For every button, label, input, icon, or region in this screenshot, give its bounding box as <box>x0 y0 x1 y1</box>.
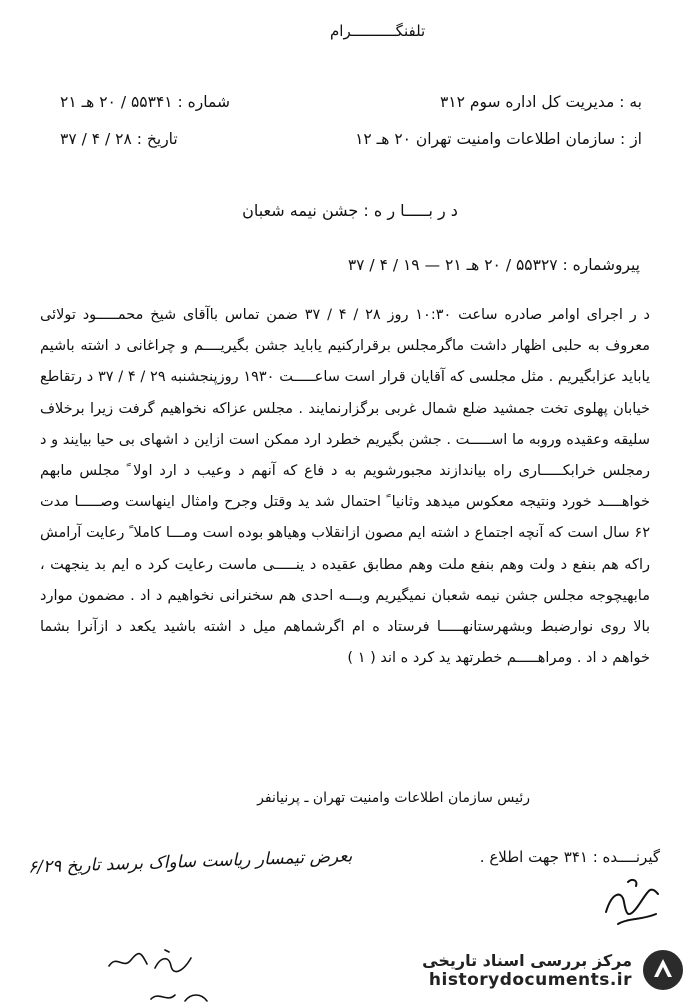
letter-body <box>40 300 650 674</box>
body-paragraph: د ر اجرای اوامر صادره ساعت ۱۰:۳۰ روز ۲۸ / ۴ / ۳۷ ضمن تماس باآقای شیخ محمـــــود تولائی معروف به حلبی اظهار داشت ماگرمجلس برقرارکنیم یاباید جشن بگیریــــم و چراغانی د اشته باشیم یاباید عزابگیریم . مثل مجلسی که آقایان قرار است ساعـــــت ۱۹۳۰ روزپنجشنبه ۲۹ / ۴ / ۳۷ د رتقاطع خیابان پهلوی تخت جمشید ضلع شمال غربی برگزارنمایند . مجلس عزاکه نخواهیم گرفت زیرا برخلاف سلیقه وعقیده وروبه ما اســـــت . جشن بگیریم خطرد ارد ممکن است ازاین د اشهای بی حیا بیایند و د رمجلس خرابکـــــاری راه بیاندازند مجبورشویم به د فاع که آنهم د وعیب د ارد اولا ً مجلس مابهم خواهــــد خورد ونتیجه معکوس میدهد وثانیا ً احتمال شد ید وقتل وجرح وامثال اینهاست وصـــــا مدت ۶۲ سال است که آنچه اجتماع د اشته ایم مصون ازانقلاب وهیاهو بوده است ومـــا کاملا ً رعایت آرامش راکه هم بنفع د ولت وهم بنفع ملت وهم مطابق عقیده د ینـــــی ماست رعایت کرد ه ایم بد ینجهت ، مابهیچوجه مجلس جشن نیمه شعبان نمیگیریم وبـــه احدی هم سخنرانی نخواهیم د اد . مضمون موارد بالا روی نوارضبط وبشهرستانهـــــا فرستاد ه ام اگرشماهم میل د اشته باشید یکعد د ازآنرا بشما خواهم د اد . ومراهـــــم خطرتهد ید کرد ه اند ( ۱ ) <box>40 307 650 667</box>
handwritten-initials <box>105 944 195 978</box>
signatory-line: رئیس سازمان اطلاعات وامنیت تهران ـ پرنیانفر <box>257 790 530 806</box>
letter-date: تاریخ : ۲۸ / ۴ / ۳۷ <box>60 130 178 148</box>
handwritten-note: بعرض تیمسار ریاست ساواک برسد تاریخ ۶/۲۹ <box>27 846 353 878</box>
from-line: از : سازمان اطلاعات وامنیت تهران ۲۰ هـ ۱۲ <box>355 130 642 148</box>
watermark-name: مرکز بررسی اسناد تاریخی <box>422 950 632 970</box>
watermark-url: historydocuments.ir <box>428 969 632 990</box>
archive-logo-icon <box>640 947 686 993</box>
letter-number: شماره : ۵۵۳۴۱ / ۲۰ هـ ۲۱ <box>60 93 230 111</box>
document-type-title: تلفنگــــــــــرام <box>330 22 426 40</box>
handwritten-mark <box>145 985 215 1007</box>
followup-reference: پیروشماره : ۵۵۳۲۷ / ۲۰ هـ ۲۱ — ۱۹ / ۴ / ۳۷ <box>347 256 640 274</box>
archive-watermark <box>336 939 686 1001</box>
to-line: به : مدیریت کل اداره سوم ۳۱۲ <box>439 93 642 111</box>
handwritten-signature <box>598 872 668 932</box>
recipients-line: گیرنــــده : ۳۴۱ جهت اطلاع . <box>479 848 660 866</box>
subject-line: د ر بـــــا ر ه : جشن نیمه شعبان <box>242 201 458 220</box>
